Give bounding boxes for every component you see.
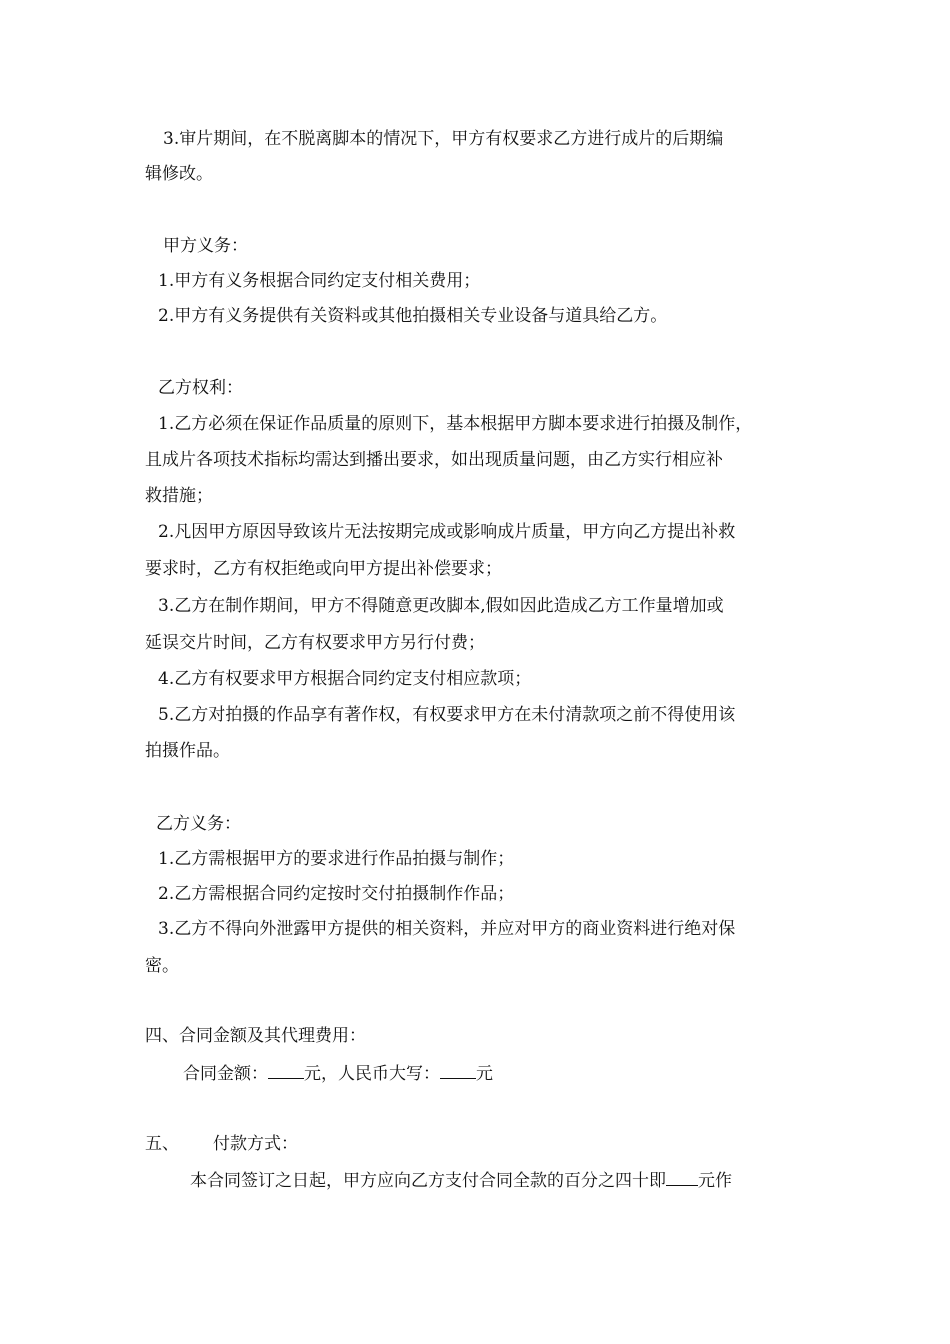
clause-text-line: 密。 [145,956,179,976]
clause-text-line: 1.甲方有义务根据合同约定支付相关费用； [158,271,481,291]
contract-amount-line [183,1060,853,1084]
clause-text-line: 4.乙方有权要求甲方根据合同约定支付相应款项； [158,669,532,689]
section-heading: 甲方义务： [163,236,248,256]
clause-text-line: 辑修改。 [145,164,213,184]
payment-amount-blank[interactable] [666,1167,698,1186]
clause-text-line: 且成片各项技术指标均需达到播出要求，如出现质量问题，由乙方实行相应补 [145,450,723,470]
clause-text-line: 要求时，乙方有权拒绝或向甲方提出补偿要求； [145,559,502,579]
clause-text-line: 5.乙方对拍摄的作品享有著作权，有权要求甲方在未付清款项之前不得使用该 [158,705,736,725]
amount-blank[interactable] [268,1060,304,1079]
clause-text-line: 延误交片时间，乙方有权要求甲方另行付费； [145,633,485,653]
clause-text-line: 2.凡因甲方原因导致该片无法按期完成或影响成片质量，甲方向乙方提出补救 [158,522,736,542]
payment-heading-title: 付款方式： [213,1134,298,1154]
amount-unit-text: 元，人民币大写： [304,1064,440,1084]
clause-text-line: 1.乙方必须在保证作品质量的原则下，基本根据甲方脚本要求进行拍摄及制作， [158,414,753,434]
clause-text-line: 3.乙方不得向外泄露甲方提供的相关资料，并应对甲方的商业资料进行绝对保 [158,919,736,939]
payment-text-line [190,1167,860,1191]
amount-unit-text: 元 [476,1064,493,1084]
clause-text-line: 2.乙方需根据合同约定按时交付拍摄制作作品； [158,884,515,904]
section-heading: 四、合同金额及其代理费用： [145,1026,366,1046]
clause-text-line: 2.甲方有义务提供有关资料或其他拍摄相关专业设备与道具给乙方。 [158,306,668,326]
clause-text-line: 救措施； [145,486,213,506]
payment-text-before: 本合同签订之日起，甲方应向乙方支付合同全款的百分之四十即 [190,1171,666,1191]
section-heading: 乙方义务： [156,814,241,834]
payment-text-after: 元作 [698,1171,732,1191]
payment-heading [145,1132,815,1156]
clause-text-line: 3.审片期间，在不脱离脚本的情况下，甲方有权要求乙方进行成片的后期编 [163,129,724,149]
payment-heading-number: 五、 [145,1134,179,1154]
section-heading: 乙方权利： [158,378,243,398]
amount-uppercase-blank[interactable] [440,1060,476,1079]
amount-label: 合同金额： [183,1064,268,1084]
clause-text-line: 3.乙方在制作期间，甲方不得随意更改脚本,假如因此造成乙方工作量增加或 [158,596,724,616]
clause-text-line: 1.乙方需根据甲方的要求进行作品拍摄与制作； [158,849,515,869]
clause-text-line: 拍摄作品。 [145,741,230,761]
